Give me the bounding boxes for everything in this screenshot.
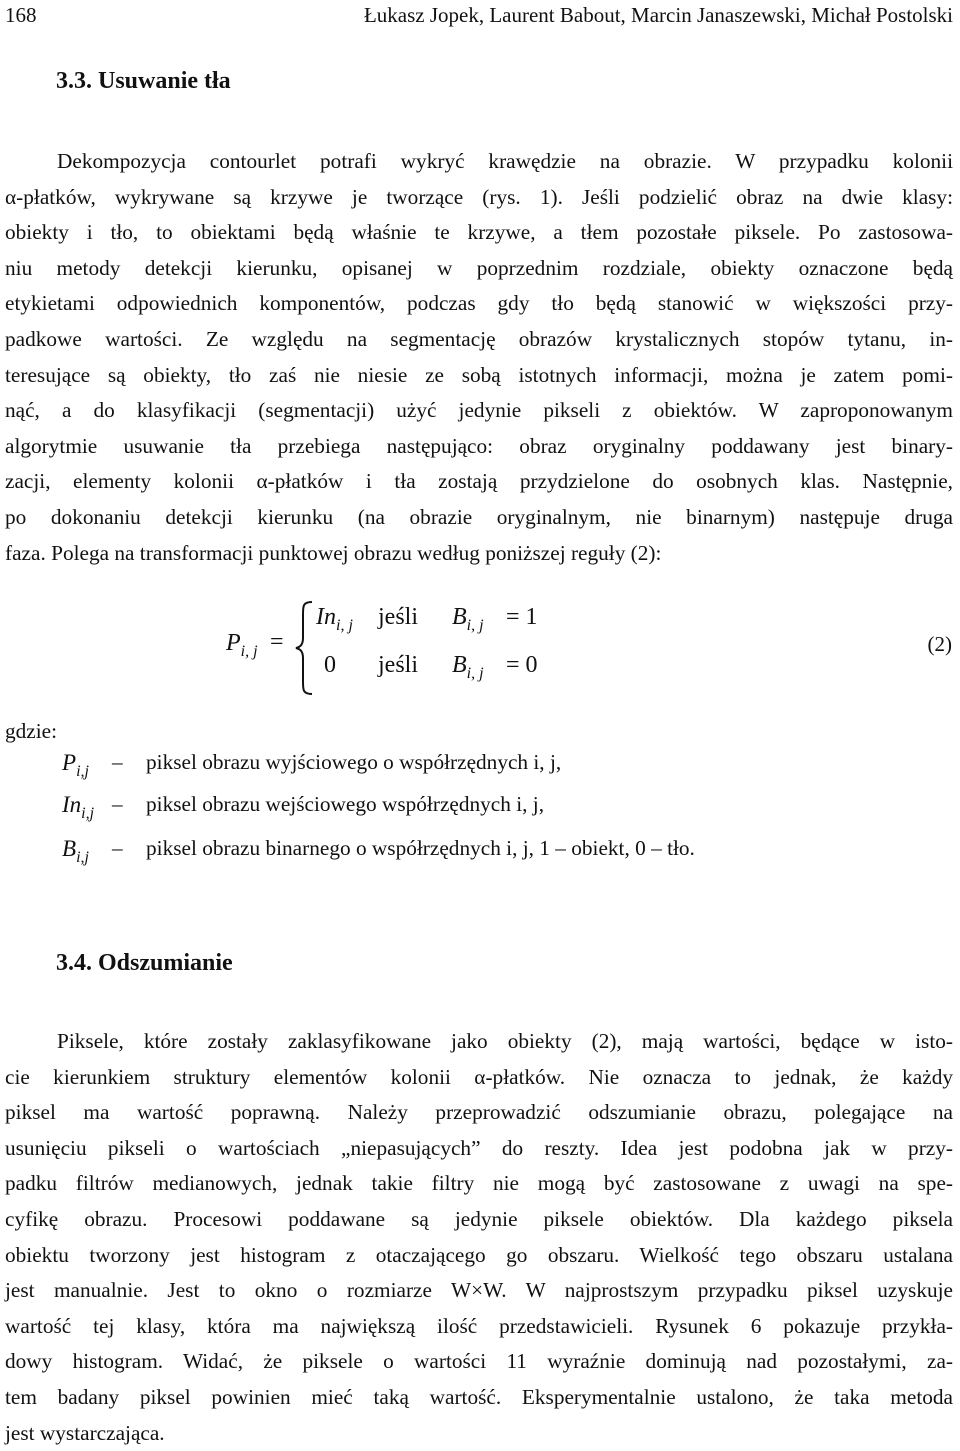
paragraph-line: faza. Polega na transformacji punktowej obrazu według poniższej reguły (2):	[5, 540, 662, 565]
paragraph-line: cie kierunkiem struktury elementów kolonii α-płatków. Nie oznacza to jednak, że każdy	[5, 1064, 953, 1089]
paragraph-line: obiektu tworzony jest histogram z otaczającego go obszaru. Wielkość tego obszaru ustalana	[5, 1242, 953, 1267]
paragraph-line: Dekompozycja contourlet potrafi wykryć krawędzie na obrazie. W przypadku kolonii	[57, 149, 953, 173]
running-header	[5, 0, 953, 34]
paragraph-line: jest wystarczająca.	[5, 1420, 165, 1445]
paragraph-line: padkowe wartości. Ze względu na segmentację obrazów krystalicznych stopów tytanu, in-	[5, 326, 953, 351]
paragraph-line: tem badany piksel powinien mieć taką wartość. Eksperymentalnie ustalono, że taka metoda	[5, 1384, 953, 1409]
paragraph-odszumianie	[5, 1024, 953, 1451]
header-authors: Łukasz Jopek, Laurent Babout, Marcin Janaszewski, Michał Postolski	[363, 3, 953, 27]
paragraph-line: cyfikę obrazu. Procesowi poddawane są jedynie piksele obiektów. Dla każdego piksela	[5, 1206, 953, 1231]
paragraph-line: nąć, a do klasyfikacji (segmentacji) użyć jedynie pikseli z obiektów. W zaproponowanym	[5, 398, 953, 423]
paragraph-line: wartość tej klasy, która ma największą ilość przedstawicieli. Rysunek 6 pokazuje przykła-	[5, 1313, 953, 1338]
paragraph-line: etykietami odpowiednich komponentów, podczas gdy tło będą stanowić w większości przy-	[5, 291, 953, 316]
equation-lhs: $P_{i, j}$	[226, 630, 258, 660]
definitions-intro: gdzie:	[5, 719, 58, 743]
paragraph-usuwanie-tla	[5, 144, 953, 571]
definition-text: piksel obrazu wejściowego współrzędnych i, j,	[146, 792, 545, 816]
paragraph-line: α-płatków, wykrywane są krzywe je tworzące (rys. 1). Jeśli podzielić obraz na dwie klasy:	[5, 184, 953, 209]
equation-case-2: 0 jeśli $B_{i, j}$ = 0	[324, 652, 538, 682]
paragraph-line: dowy histogram. Widać, że piksele o wartości 11 wyraźnie dominują nad pozostałymi, za-	[5, 1349, 953, 1374]
definition-variable: $P_{i,j}$	[62, 750, 89, 780]
section-heading-usuwanie-tla: 3.3. Usuwanie tła	[56, 68, 231, 94]
page-number: 168	[5, 3, 37, 27]
paragraph-line: Piksele, które zostały zaklasyfikowane jako obiekty (2), mają wartości, będące w isto-	[57, 1029, 953, 1053]
equation-2	[220, 596, 960, 706]
paragraph-line: usunięciu pikseli o wartościach „niepasujących” do reszty. Idea jest podobna jak w przy-	[5, 1135, 953, 1160]
definition-text: piksel obrazu wyjściowego o współrzędnych i, j,	[146, 750, 562, 774]
paragraph-line: zacji, elementy kolonii α-płatków i tła zostają przydzielone do osobnych klas. Następnie,	[5, 469, 953, 494]
paragraph-line: teresujące są obiekty, tło zaś nie niesie ze sobą istotnych informacji, można je zatem pomi-	[5, 362, 953, 387]
left-brace-icon	[294, 600, 314, 696]
definition-variable: $B_{i,j}$	[62, 836, 89, 866]
section-heading-odszumianie: 3.4. Odszumianie	[56, 950, 233, 976]
paragraph-line: algorytmie usuwanie tła przebiega następująco: obraz oryginalny poddawany jest binary-	[5, 433, 953, 458]
definition-text: piksel obrazu binarnego o współrzędnych i, j, 1 – obiekt, 0 – tło.	[146, 836, 695, 860]
document-page: 168 Łukasz Jopek, Laurent Babout, Marcin Janaszewski, Michał Postolski 3.3. Usuwanie tła Dekompozycja contourlet potrafi wykryć krawędzie na obrazie. W przypadku kolonii α-płatków, wykrywane są krzywe je tworzące (rys. 1). Jeśli podzielić obraz na dwie klasy: obiekty i tło, to obiektami będą właśnie te krzywe, a tłem pozostałe piksele. Po zastosowa- niu metody detekcji kierunku, opisanej w poprzednim rozdziale, obiekty oznaczone będą etykietami odpowiednich komponentów, podczas gdy tło będą stanowić w większości przy- padkowe wartości. Ze względu na segmentację obrazów krystalicznych stopów tytanu, in- teresujące są obiekty, tło zaś nie niesie ze sobą istotnych informacji, można je zatem pomi- nąć, a do klasyfikacji (segmentacji) użyć jedynie pikseli z obiektów. W zaproponowanym algorytmie usuwanie tła przebiega następująco: obraz oryginalny poddawany jest binary- zacji, elementy kolonii α-płatków i tła zostają przydzielone do osobnych klas. Następnie, po dokonaniu detekcji kierunku (na obrazie oryginalnym, nie binarnym) następuje druga faza. Polega na transformacji punktowej obrazu według poniższej reguły (2): $P_{i, j}$ = $In_{i, j}$ jeśli $B_{i, j}$ = 1 0 jeśli $B_{i, j}$ = 0 (2) gdzie: $P_{i,j}$ – piksel obrazu wyjściowego o współrzędnych i, j, $In_{i,j}$ – piksel obrazu wejściowego współrzędnych i, j, $B_{i,j}$ – piksel obrazu binarnego o współrzędnych i, j, 1 – obiekt, 0 – tło. 3.4. Odszumianie Piksele, które zostały zaklasyfikowane jako obiekty (2), mają wartości, będące w isto- cie kierunkiem struktury elementów kolonii α-płatków. Nie oznacza to jednak, że każdy piksel ma wartość poprawną. Należy przeprowadzić odszumianie obrazu, polegające na usunięciu pikseli o wartościach „niepasujących” do reszty. Idea jest podobna jak w przy- padku filtrów medianowych, jednak takie filtry nie mogą być zastosowane z uwagi na spe- cyfikę obrazu. Procesowi poddawane są jedynie piksele obiektów. Dla każdego piksela obiektu tworzony jest histogram z otaczającego go obszaru. Wielkość tego obszaru ustalana jest manualnie. Jest to okno o rozmiarze W×W. W najprostszym przypadku piksel uzyskuje wartość tej klasy, która ma największą ilość przedstawicieli. Rysunek 6 pokazuje przykła- dowy histogram. Widać, że piksele o wartości 11 wyraźnie dominują nad pozostałymi, za- tem badany piksel powinien mieć taką wartość. Eksperymentalnie ustalono, że taka metoda jest wystarczająca.	[0, 0, 960, 1440]
paragraph-line: piksel ma wartość poprawną. Należy przeprowadzić odszumianie obrazu, polegające na	[5, 1100, 953, 1125]
paragraph-line: jest manualnie. Jest to okno o rozmiarze W×W. W najprostszym przypadku piksel uzyskuje	[5, 1278, 953, 1303]
equation-equals-sign: =	[270, 629, 284, 655]
paragraph-line: obiekty i tło, to obiektami będą właśnie te krzywe, a tłem pozostałe piksele. Po zastosowa-	[5, 220, 953, 245]
paragraph-line: padku filtrów medianowych, jednak takie filtry nie mogą być zastosowane z uwagi na spe-	[5, 1171, 953, 1196]
definition-variable: $In_{i,j}$	[62, 792, 95, 822]
paragraph-line: po dokonaniu detekcji kierunku (na obrazie oryginalnym, nie binarnym) następuje druga	[5, 504, 953, 529]
paragraph-line: niu metody detekcji kierunku, opisanej w poprzednim rozdziale, obiekty oznaczone będą	[5, 255, 953, 280]
equation-number: (2)	[927, 632, 952, 656]
equation-case-1: $In_{i, j}$ jeśli $B_{i, j}$ = 1	[316, 604, 538, 634]
